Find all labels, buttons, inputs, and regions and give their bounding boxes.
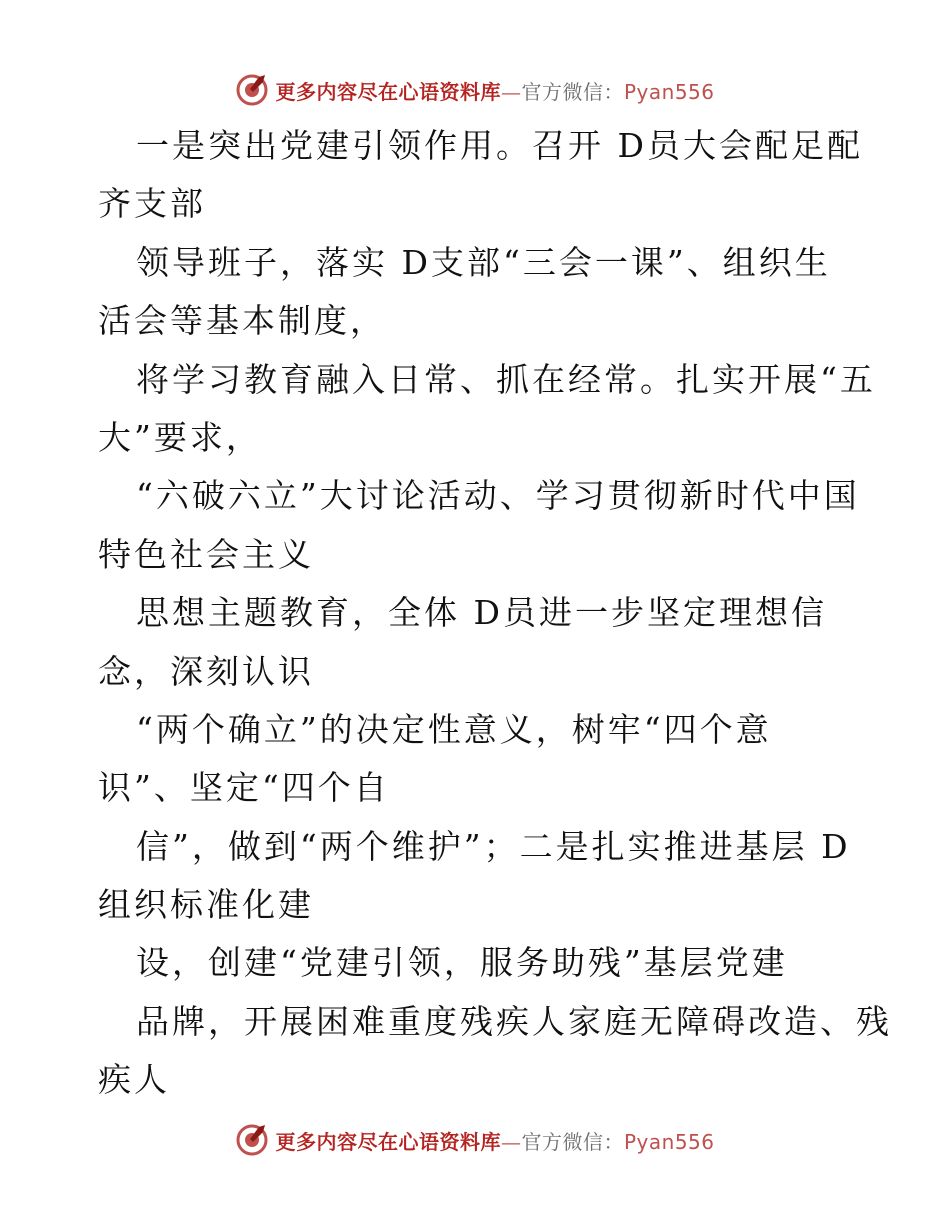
watermark-wechat-id: Pyan556 xyxy=(623,79,715,104)
watermark-separator: — xyxy=(500,79,522,104)
watermark-text xyxy=(275,76,714,105)
watermark-brand: 更多内容尽在心语资料库 xyxy=(275,1129,501,1154)
body-line: 大”要求， xyxy=(98,417,262,457)
document-body xyxy=(98,117,892,1110)
body-line: 设，创建“党建引领，服务助残”基层党建 xyxy=(136,943,788,983)
body-line: “六破六立”大讨论活动、学习贯彻新时代中国 xyxy=(136,476,860,516)
red-quill-logo-icon xyxy=(235,73,269,107)
body-line: 组织标准化建 xyxy=(98,885,314,925)
body-line: 一是突出党建引领作用。召开 D员大会配足配 xyxy=(136,126,863,165)
body-line: 将学习教育融入日常、抓在经常。扎实开展“五 xyxy=(136,359,876,399)
body-line: 信”，做到“两个维护”；二是扎实推进基层 D xyxy=(136,826,851,866)
watermark-brand: 更多内容尽在心语资料库 xyxy=(275,79,501,104)
footer-watermark xyxy=(0,1120,950,1160)
body-line: 特色社会主义 xyxy=(98,534,314,574)
body-line: 齐支部 xyxy=(98,184,206,224)
body-line: 念，深刻认识 xyxy=(98,651,314,691)
watermark-label: 官方微信： xyxy=(521,79,624,104)
watermark-text xyxy=(275,1126,714,1155)
body-line: 品牌，开展困难重度残疾人家庭无障碍改造、残 xyxy=(136,1001,892,1041)
body-line: 活会等基本制度， xyxy=(98,301,386,341)
body-line: 思想主题教育，全体 D员进一步坚定理想信 xyxy=(136,593,827,633)
watermark-label: 官方微信： xyxy=(521,1129,624,1154)
watermark-separator: — xyxy=(500,1129,522,1154)
header-watermark xyxy=(0,70,950,110)
watermark-wechat-id: Pyan556 xyxy=(623,1129,715,1154)
body-line: 识”、坚定“四个自 xyxy=(98,768,390,808)
body-line: “两个确立”的决定性意义，树牢“四个意 xyxy=(136,709,772,749)
body-line: 领导班子，落实 D支部“三会一课”、组织生 xyxy=(136,242,831,282)
body-line: 疾人 xyxy=(98,1060,170,1100)
red-quill-logo-icon xyxy=(235,1123,269,1157)
